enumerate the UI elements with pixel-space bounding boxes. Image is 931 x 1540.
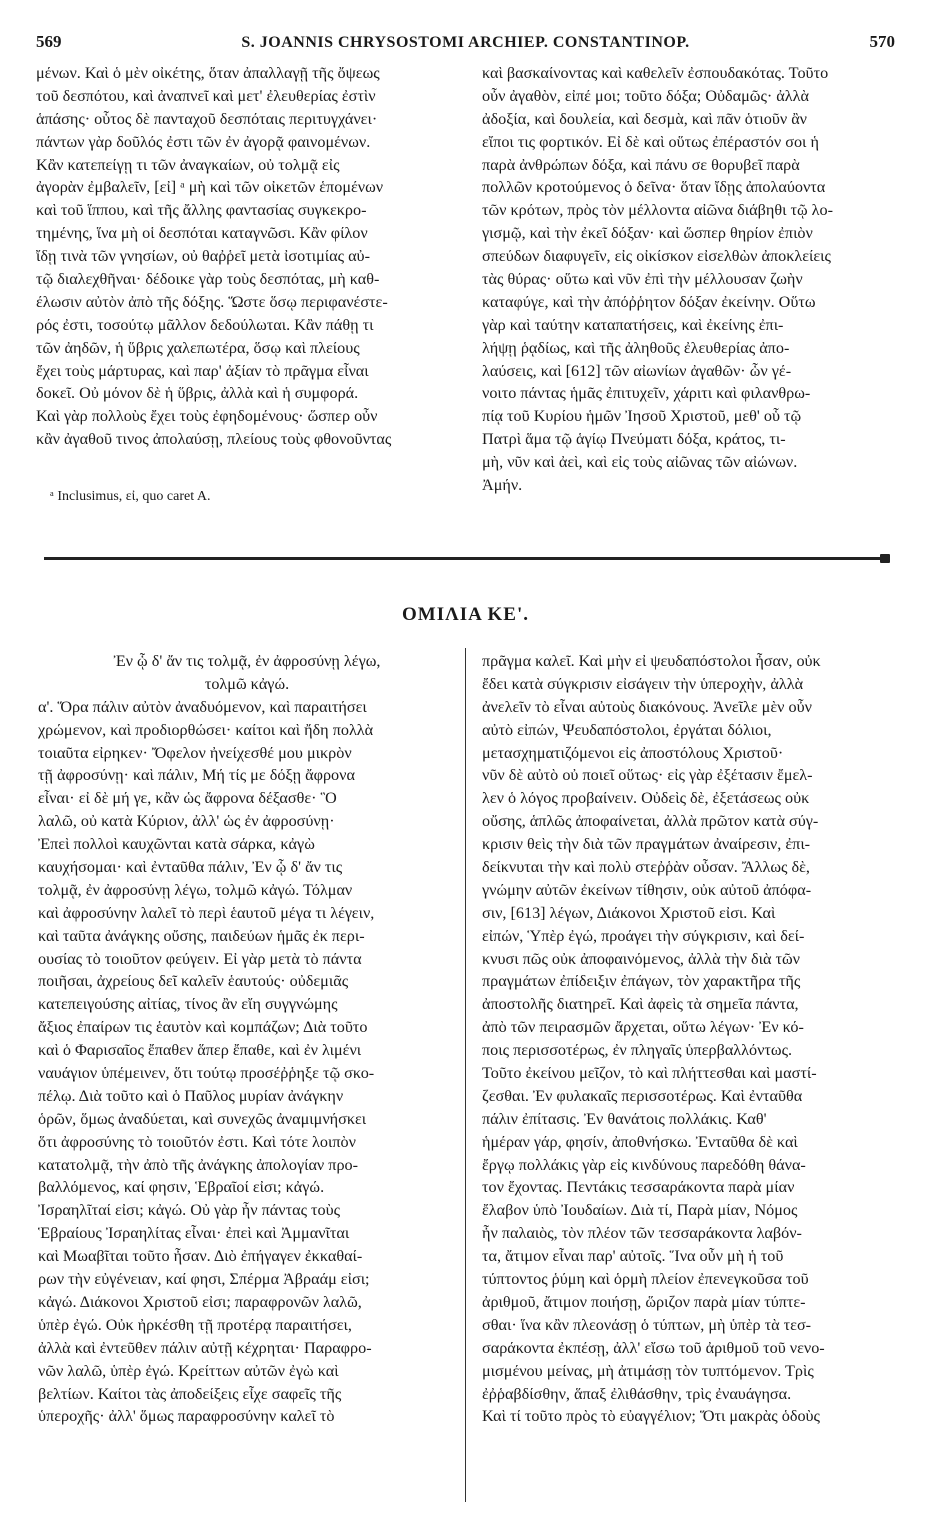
column-rule <box>465 648 466 1502</box>
text-line: κατατολμᾷ, τὴν ἀπὸ τῆς ἀνάγκης ἀπολογίαν προ- <box>38 1155 359 1174</box>
text-line: ἡμέραν γάρ, φησίν, ἀποθνήσκω. Ἐνταῦθα δὲ καὶ <box>482 1132 798 1151</box>
text-line: έλωσιν αὐτὸν ἀπὸ τῆς δόξης. Ὥστε ὅσῳ περιφανέστε- <box>36 292 388 311</box>
text-line: ὑπεροχῆς· ἀλλ' ὅμως παραφροσύνην καλεῖ τὸ <box>38 1407 335 1426</box>
text-line: ἔλαβον ὑπὸ Ἰουδαίων. Διὰ τί, Παρὰ μίαν, Νόμος <box>482 1201 798 1220</box>
text-line: πέλῳ. Διὰ τοῦτο καὶ ὁ Παῦλος μυρίαν ἀνάγκην <box>38 1086 344 1105</box>
text-line: τοιαῦτα εἰρηκεν· Ὄφελον ἠνείχεσθέ μου μικρὸν <box>38 743 352 762</box>
text-line: καταφύγε, καὶ τὴν ἀπόῤῥητον δόξαν ἐκείνην. Οὕτω <box>482 292 816 311</box>
text-line: ἀριθμοῦ, ἄτιμον ποιήσῃ, ὥριζον παρὰ μίαν τύπτε- <box>482 1292 806 1311</box>
text-line: γνώμην αὐτῶν ἐκείνων τίθησιν, οὐκ αὐτοῦ ἀπόφα- <box>482 880 812 899</box>
text-line: τολμᾷ, ἐν ἀφροσύνῃ λέγω, τολμῶ κἀγώ. Τόλμαν <box>38 880 353 899</box>
text-line: α'. Ὅρα πάλιν αὐτὸν ἀναδυόμενον, καὶ παραιτήσει <box>38 697 367 716</box>
text-line: ἔδει κατὰ σύγκρισιν εἰσάγειν τὴν ὑπεροχὴν, ἀλλὰ <box>482 674 804 693</box>
text-line: τημένης, ἵνα μὴ οἱ δεσπόται καταγνῶσι. Κἂν φίλον <box>36 224 368 243</box>
top-right-column <box>482 62 895 497</box>
text-line: μένων. Καὶ ὁ μὲν οἰκέτης, ὅταν ἀπαλλαγῇ τῆς ὄψεως <box>36 64 380 82</box>
text-line: ἀπὸ τῶν πειρασμῶν ἄρχεται, οὕτω λέγων· Ἐν κό- <box>482 1018 804 1037</box>
text-line: Πατρὶ ἅμα τῷ ἁγίῳ Πνεύματι δόξα, κράτος, τι- <box>482 430 786 449</box>
running-title: S. JOANNIS CHRYSOSTOMI ARCHIEP. CONSTANTINOP. <box>241 34 690 51</box>
text-line: εἶναι· εἰ δὲ μή γε, κἂν ὡς ἄφρονα δέξασθε· Ὃ <box>38 789 337 808</box>
text-line: ἀποστολῆς διατηρεῖ. Καὶ ἀφεὶς τὰ σημεῖα πάντα, <box>482 995 799 1014</box>
text-line: Ἑβραίους Ἰσραηλίτας εἶναι· ἐπεὶ καὶ Ἀμμανῖται <box>38 1224 350 1243</box>
text-line: Καὶ γὰρ πολλοὺς ἔχει τοὺς ἐφηδομένους· ὥσπερ οὖν <box>36 407 378 426</box>
text-line: Ἰσραηλῖταί εἰσι; κἀγώ. Οὐ γὰρ ἦν πάντας τοὺς <box>38 1201 341 1220</box>
text-line: ἴδῃ τινὰ τῶν γνησίων, οὐ θαῤῥεῖ μετὰ ἰσοτιμίας αὐ- <box>36 247 370 266</box>
text-line: ἔχει τοὺς μάρτυρας, καὶ παρ' ἀξίαν τὸ πρᾶγμα εἶναι <box>36 361 369 380</box>
text-line: λαλῶ, οὐ κατὰ Κύριον, ἀλλ' ὡς ἐν ἀφροσύνῃ· <box>38 812 335 831</box>
text-line: καὶ βασκαίνοντας καὶ καθελεῖν ἐσπουδακότας. Τοῦτο <box>482 64 829 82</box>
text-line: ἀλλὰ καὶ ἐντεῦθεν πάλιν αὐτῇ κέχρηται· Παραφρο- <box>38 1338 372 1357</box>
text-line: πάλιν ἐπίτασις. Ἐν θανάτοις πολλάκις. Καθ' <box>482 1109 767 1128</box>
text-line: καὶ ὁ Φαρισαῖος ἔπαθεν ἅπερ ἔπαθε, καὶ ἐν λιμένι <box>38 1041 362 1060</box>
top-left-column <box>36 62 456 451</box>
text-line: καὶ Μωαβῖται τοῦτο ἦσαν. Διὸ ἐπήγαγεν ἐκκαθαί- <box>38 1247 363 1266</box>
text-line: σιν, [613] λέγων, Διάκονοι Χριστοῦ εἰσι. Καὶ <box>482 903 776 922</box>
text-line: σθαι· ἵνα κἂν πλεονάσῃ ὁ τύπτων, μὴ ὑπὲρ τὰ τεσ- <box>482 1315 812 1334</box>
text-line: νῶν λαλῶ, ὑπὲρ ἐγώ. Κρείττων αὐτῶν ἐγὼ καὶ <box>38 1361 339 1380</box>
text-line: καὶ ἀφροσύνην λαλεῖ τὸ περὶ ἑαυτοῦ μέγα τι λέγειν, <box>38 903 375 922</box>
left-page-number: 569 <box>36 32 62 51</box>
text-line: ἦν παλαιὸς, τὸν πλέον τῶν τεσσαράκοντα λαβόν- <box>482 1224 802 1243</box>
text-line: αὐτὸ εἰπών, Ψευδαπόστολοι, ἐργάται δόλιοι, <box>482 720 772 739</box>
text-line: μετασχηματιζόμενοι εἰς ἀποστόλους Χριστοῦ· <box>482 743 784 762</box>
text-line: τῷ διαλεχθῆναι· δέδοικε γὰρ τοὺς δεσπότας, μὴ καθ- <box>36 270 380 289</box>
text-line: Ἐν ᾧ δ' ἄν τις τολμᾷ, ἐν ἀφροσύνῃ λέγω, <box>113 652 381 670</box>
text-line: ποιῆσαι, ἀχρείους δεῖ καλεῖν ἑαυτούς· οὐδεμιᾶς <box>38 972 349 991</box>
text-line: ἄξιος ἐπαίρων τις ἑαυτὸν καὶ κομπάζων; Διὰ τοῦτο <box>38 1018 368 1037</box>
text-line: ναυάγιον ὑπέμεινεν, ὅτι τούτῳ προσέῤῥηξε τῷ σκο- <box>38 1064 375 1083</box>
text-line: γισμῷ, καὶ τὴν ἐκεῖ δόξαν· καὶ ὥσπερ θηρίον ἐπιὸν <box>482 224 813 243</box>
text-line: ἀγορὰν ἐμβαλεῖν, [εἰ] ᵃ μὴ καὶ τῶν οἰκετῶν ἑπομένων <box>36 178 384 197</box>
text-line: ἔργῳ πολλάκις γὰρ εἰς κινδύνους παρεδόθη θάνα- <box>482 1155 806 1174</box>
text-line: ποις περισσοτέρως, ἐν πληγαῖς ὑπερβαλλόντως. <box>482 1041 793 1060</box>
text-line: ὑπὲρ ἐγώ. Οὐκ ἠρκέσθη τῇ προτέρᾳ παραιτήσει, <box>38 1315 352 1334</box>
text-line: τῇ ἀφροσύνῃ· καὶ πάλιν, Μή τίς με δόξῃ ἄφρονα <box>38 766 355 785</box>
text-line: λεν ὁ λόγος προβαίνειν. Οὐδεὶς δὲ, ἐξετάσεως οὐκ <box>482 789 810 808</box>
text-line: τῶν ἀηδῶν, ἡ ὕβρις χαλεπωτέρα, ὅσῳ καὶ πλείους <box>36 338 360 357</box>
text-line: τῶν κρότων, πρὸς τὸν μέλλοντα αἰῶνα διάβηθι τῷ λο- <box>482 201 834 220</box>
text-line: πίᾳ τοῦ Κυρίου ἡμῶν Ἰησοῦ Χριστοῦ, μεθ' οὗ τῷ <box>482 407 802 426</box>
text-line: καυχήσομαι· καὶ ἐνταῦθα πάλιν, Ἐν ᾧ δ' ἄν τις <box>38 858 343 877</box>
right-page-number: 570 <box>869 32 895 51</box>
text-line: τοῦ δεσπότου, καὶ ἀναπνεῖ καὶ μετ' ἐλευθερίας ἐστὶν <box>36 86 376 105</box>
text-line: εἰπών, Ὑπὲρ ἐγώ, προάγει τὴν σύγκρισιν, καὶ δεί- <box>482 926 805 945</box>
text-line: νῦν δὲ αὐτὸ οὐ ποιεῖ οὕτως· εἰς γὰρ ἐξέτασιν ἔμελ- <box>482 766 813 785</box>
text-line: σαράκοντα ἐκπέσῃ, ἀλλ' εἴσω τοῦ ἀριθμοῦ τοῦ νενο- <box>482 1338 825 1357</box>
text-line: Κἂν κατεπείγῃ τι τῶν ἀναγκαίων, οὐ τολμᾷ εἰς <box>36 155 340 174</box>
text-line: κἂν ἀγαθοῦ τινος ἀπολαύσῃ, πλείους τοὺς φθονοῦντας <box>36 430 392 449</box>
text-line: τα, ἄτιμον εἶναι παρ' αὐτοῖς. Ἵνα οὖν μὴ ἡ τοῦ <box>482 1247 784 1266</box>
divider-end-mark <box>880 554 890 563</box>
text-line: ρός ἐστι, τοσούτῳ μᾶλλον δεδούλωται. Κἂν πάθῃ τι <box>36 315 374 334</box>
text-line: καὶ τοῦ ἵππου, καὶ τῆς ἄλλης φαντασίας συγκεκρο- <box>36 201 367 220</box>
text-line: ζεσθαι. Ἐν φυλακαῖς περισσοτέρως. Καὶ ἐνταῦθα <box>482 1086 803 1105</box>
text-line: πάντων γὰρ δοῦλός ἐστι τῶν ἐν ἀγορᾷ φαινομένων. <box>36 132 371 151</box>
text-line: βελτίων. Καίτοι τὰς ἀποδείξεις εἶχε σαφεῖς τῆς <box>38 1384 342 1403</box>
text-line: Τοῦτο ἐκείνου μεῖζον, τὸ καὶ πλήττεσθαι καὶ μαστί- <box>482 1064 817 1083</box>
text-line: μὴ, νῦν καὶ ἀεὶ, καὶ εἰς τοὺς αἰῶνας τῶν αἰώνων. <box>482 453 798 472</box>
text-line: εἴποι τις φορτικόν. Εἰ δὲ καὶ οὕτως ἐπέραστόν σοι ἡ <box>482 132 819 151</box>
text-line: λήψῃ ῥᾳδίως, καὶ τῆς ἀληθοῦς ἐλευθερίας ἀπο- <box>482 338 790 357</box>
text-line: νοιτο πάντας ἡμᾶς ἐπιτυχεῖν, χάριτι καὶ φιλανθρω- <box>482 384 811 403</box>
text-line: βαλλόμενος, καί φησιν, Ἑβραῖοί εἰσι; κἀγώ. <box>38 1178 325 1197</box>
bottom-left-column <box>38 650 456 1428</box>
text-line: ἀδοξία, καὶ δουλεία, καὶ δεσμὰ, καὶ πᾶν ὁτιοῦν ἂν <box>482 109 808 128</box>
text-line: μισμένου μείνας, μὴ ἀτιμάσῃ τὸν τυπτόμενον. Τρὶς <box>482 1361 814 1380</box>
text-line: δείκνυται τὴν καὶ πολὺ στεῤῥὰν οὖσαν. Ἄλλως δὲ, <box>482 858 810 877</box>
text-line: ἁπάσης· οὗτος δὲ πανταχοῦ δεσπόταις περιτυγχάνει· <box>36 109 378 128</box>
text-line: πρᾶγμα καλεῖ. Καὶ μὴν εἰ ψευδαπόστολοι ἦσαν, οὐκ <box>482 652 821 670</box>
text-line: ρων τὴν εὐγένειαν, καί φησι, Σπέρμα Ἀβραάμ εἰσι; <box>38 1270 370 1289</box>
text-line: λαύσεις, καὶ [612] τῶν αἰωνίων ἀγαθῶν· ὧν γέ- <box>482 361 792 380</box>
text-line: κατεπειγούσης αἰτίας, τίνος ἂν εἴη συγγνώμης <box>38 995 338 1014</box>
text-line: τὰς θύρας· οὕτω καὶ νῦν ἐπὶ τὴν μέλλουσαν ζωὴν <box>482 270 803 289</box>
text-line: πραγμάτων ἐπίδειξιν ἐπάγων, τὸν χαρακτῆρα τῆς <box>482 972 801 991</box>
text-line: τύπτοντος ῥύμη καὶ ὁρμὴ πλείον ἐπενεγκοῦσα τοῦ <box>482 1270 809 1289</box>
text-line: οὔσης, ἁπλῶς ἀποφαίνεται, ἀλλὰ πρῶτον κατὰ σύγ- <box>482 812 819 831</box>
text-line: δοκεῖ. Οὐ μόνον δὲ ἡ ὕβρις, ἀλλὰ καὶ ἡ συμφορά. <box>36 384 359 403</box>
text-line: κρισιν θεὶς τὴν διὰ τῶν πραγμάτων ἀναίρεσιν, ἐπι- <box>482 835 811 854</box>
text-line: κἀγώ. Διάκονοι Χριστοῦ εἰσι; παραφρονῶν λαλῶ, <box>38 1292 362 1311</box>
text-line: πολλῶν κροτούμενος ὁ δεῖνα· ὅταν ἴδῃς ἀπολαύοντα <box>482 178 826 197</box>
text-line: κνυσι πῶς οὐκ ἀποφαινόμενος, ἀλλὰ τὴν διὰ τῶν <box>482 949 800 968</box>
text-line: παρὰ ἀνθρώπων δόξα, καὶ πάνυ σε θορυβεῖ παρὰ <box>482 155 800 174</box>
text-line: καὶ ταῦτα ἀνάγκης οὔσης, παιδεύων ἡμᾶς ἐκ περι- <box>38 926 365 945</box>
text-line: τον ἔχοντας. Πεντάκις τεσσαράκοντα παρὰ μίαν <box>482 1178 795 1197</box>
text-line: γὰρ καὶ ταύτην καταπατήσεις, καὶ ἐκείνης ἐπι- <box>482 315 784 334</box>
text-line: ἀνελεῖν τὸ εἶναι αὐτοὺς διακόνους. Ἀνεῖλε μὲν οὖν <box>482 697 812 716</box>
footnote: ᵃ Inclusimus, εἰ, quo caret A. <box>50 489 211 504</box>
text-line: ὅτι ἀφροσύνης τὸ τοιοῦτόν ἐστι. Καὶ τότε λοιπὸν <box>38 1132 356 1151</box>
bottom-right-column <box>482 650 895 1428</box>
text-line: οὖν ἀγαθὸν, εἰπέ μοι; τοῦτο δόξα; Οὐδαμῶς· ἀλλὰ <box>482 86 809 105</box>
text-line: ἐῤῥαβδίσθην, ἅπαξ ἐλιθάσθην, τρὶς ἐναυάγησα. <box>482 1384 792 1403</box>
running-header <box>36 32 895 58</box>
text-line: χρώμενον, καὶ προδιορθώσει· καίτοι καὶ ἤδη πολλὰ <box>38 720 374 739</box>
text-line: σπεύδων διαφυγεῖν, εἰς οἰκίσκον εἰσελθὼν ἀποκλείεις <box>482 247 831 266</box>
text-line: ὁρῶν, ὅμως ἀναδύεται, καὶ συνεχῶς ἀναμιμνήσκει <box>38 1109 367 1128</box>
homily-title: ΟΜΙΛΙΑ ΚΕ'. <box>401 604 530 625</box>
text-line: τολμῶ κἀγώ. <box>204 674 290 693</box>
text-line: Ἐπεὶ πολλοὶ καυχῶνται κατὰ σάρκα, κἀγὼ <box>38 835 315 854</box>
section-divider <box>44 557 884 560</box>
text-line: Ἀμήν. <box>482 476 523 495</box>
text-line: ουσίας τὸ τοιοῦτον φεύγειν. Εἰ γὰρ μετὰ τὸ πάντα <box>38 949 362 968</box>
text-line: Καὶ τί τοῦτο πρὸς τὸ εὐαγγέλιον; Ὅτι μακρὰς ὁδοὺς <box>482 1407 820 1426</box>
